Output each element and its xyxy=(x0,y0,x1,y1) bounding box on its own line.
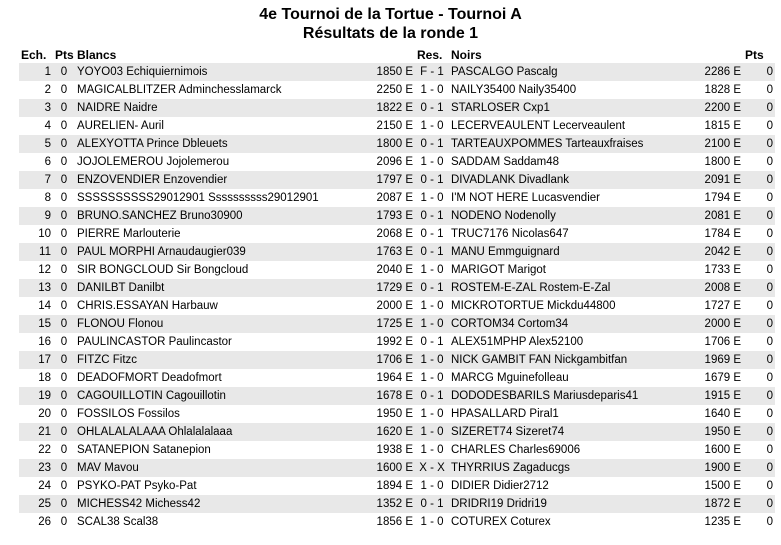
board-number: 20 xyxy=(19,405,53,423)
white-rating: 1763 E xyxy=(369,243,415,261)
header-elo-black xyxy=(691,46,743,63)
white-points: 0 xyxy=(53,63,75,81)
white-rating: 1950 E xyxy=(369,405,415,423)
white-rating: 1894 E xyxy=(369,477,415,495)
result: 0 - 1 xyxy=(415,243,449,261)
white-rating: 2087 E xyxy=(369,189,415,207)
table-row xyxy=(19,189,775,207)
white-rating: 1850 E xyxy=(369,63,415,81)
black-points: 0 xyxy=(743,387,775,405)
result: 0 - 1 xyxy=(415,333,449,351)
header-black: Noirs xyxy=(451,47,482,62)
board-number: 6 xyxy=(19,153,53,171)
black-player: LECERVEAULENT Lecerveaulent xyxy=(449,117,691,135)
white-points: 0 xyxy=(53,225,75,243)
black-rating: 1706 E xyxy=(691,333,743,351)
header-row xyxy=(19,46,775,63)
black-rating: 2000 E xyxy=(691,315,743,333)
black-points: 0 xyxy=(743,369,775,387)
table-row xyxy=(19,459,775,477)
white-points: 0 xyxy=(53,315,75,333)
black-rating: 1872 E xyxy=(691,495,743,513)
black-player: NODENO Nodenolly xyxy=(449,207,691,225)
black-rating: 1640 E xyxy=(691,405,743,423)
table-row xyxy=(19,315,775,333)
table-row xyxy=(19,297,775,315)
white-player: SATANEPION Satanepion xyxy=(75,441,369,459)
black-player: SIZERET74 Sizeret74 xyxy=(449,423,691,441)
black-rating: 2042 E xyxy=(691,243,743,261)
board-number: 15 xyxy=(19,315,53,333)
result: 1 - 0 xyxy=(415,81,449,99)
black-rating: 1235 E xyxy=(691,513,743,531)
white-points: 0 xyxy=(53,189,75,207)
white-points: 0 xyxy=(53,243,75,261)
board-number: 24 xyxy=(19,477,53,495)
white-points: 0 xyxy=(53,297,75,315)
white-player: PAUL MORPHI Arnaudaugier039 xyxy=(75,243,369,261)
black-rating: 2100 E xyxy=(691,135,743,153)
white-player: ENZOVENDIER Enzovendier xyxy=(75,171,369,189)
white-rating: 1992 E xyxy=(369,333,415,351)
table-row xyxy=(19,243,775,261)
black-rating: 1900 E xyxy=(691,459,743,477)
black-player: DRIDRI19 Dridri19 xyxy=(449,495,691,513)
result: 1 - 0 xyxy=(415,297,449,315)
white-points: 0 xyxy=(53,333,75,351)
result: F - 1 xyxy=(415,63,449,81)
black-points: 0 xyxy=(743,243,775,261)
white-points: 0 xyxy=(53,351,75,369)
result: 0 - 1 xyxy=(415,225,449,243)
result: 1 - 0 xyxy=(415,405,449,423)
header-ech: Ech. xyxy=(21,47,47,62)
table-row xyxy=(19,279,775,297)
black-points: 0 xyxy=(743,297,775,315)
page-header xyxy=(0,0,781,43)
black-player: THYRRIUS Zagaducgs xyxy=(449,459,691,477)
table-row xyxy=(19,405,775,423)
white-rating: 1800 E xyxy=(369,135,415,153)
white-points: 0 xyxy=(53,117,75,135)
white-points: 0 xyxy=(53,207,75,225)
white-points: 0 xyxy=(53,423,75,441)
header-res: Res. xyxy=(417,47,443,62)
white-player: PIERRE Marlouterie xyxy=(75,225,369,243)
result: 0 - 1 xyxy=(415,387,449,405)
header-elo-white xyxy=(369,46,415,63)
white-points: 0 xyxy=(53,477,75,495)
black-player: ROSTEM-E-ZAL Rostem-E-Zal xyxy=(449,279,691,297)
white-player: DANILBT Danilbt xyxy=(75,279,369,297)
white-player: AURELIEN- Auril xyxy=(75,117,369,135)
table-row xyxy=(19,333,775,351)
result: 1 - 0 xyxy=(415,189,449,207)
table-row xyxy=(19,477,775,495)
black-player: DIVADLANK Divadlank xyxy=(449,171,691,189)
result: 1 - 0 xyxy=(415,261,449,279)
table-row xyxy=(19,441,775,459)
white-points: 0 xyxy=(53,153,75,171)
table-row xyxy=(19,225,775,243)
black-player: COTUREX Coturex xyxy=(449,513,691,531)
white-player: OHLALALALAAA Ohlalalalaaa xyxy=(75,423,369,441)
white-player: NAIDRE Naidre xyxy=(75,99,369,117)
white-player: PSYKO-PAT Psyko-Pat xyxy=(75,477,369,495)
white-rating: 1793 E xyxy=(369,207,415,225)
black-rating: 1600 E xyxy=(691,441,743,459)
white-rating: 1706 E xyxy=(369,351,415,369)
white-player: YOYO03 Echiquiernimois xyxy=(75,63,369,81)
white-points: 0 xyxy=(53,405,75,423)
black-player: CHARLES Charles69006 xyxy=(449,441,691,459)
result: 0 - 1 xyxy=(415,171,449,189)
table-row xyxy=(19,369,775,387)
black-points: 0 xyxy=(743,81,775,99)
black-points: 0 xyxy=(743,117,775,135)
black-points: 0 xyxy=(743,207,775,225)
white-rating: 1352 E xyxy=(369,495,415,513)
black-points: 0 xyxy=(743,477,775,495)
table-row xyxy=(19,351,775,369)
white-rating: 1856 E xyxy=(369,513,415,531)
black-points: 0 xyxy=(743,513,775,531)
white-rating: 2096 E xyxy=(369,153,415,171)
board-number: 17 xyxy=(19,351,53,369)
table-row xyxy=(19,153,775,171)
white-player: CHRIS.ESSAYAN Harbauw xyxy=(75,297,369,315)
white-rating: 1725 E xyxy=(369,315,415,333)
black-player: HPASALLARD Piral1 xyxy=(449,405,691,423)
white-rating: 2150 E xyxy=(369,117,415,135)
result: 1 - 0 xyxy=(415,117,449,135)
black-rating: 1800 E xyxy=(691,153,743,171)
black-player: MANU Emmguignard xyxy=(449,243,691,261)
white-points: 0 xyxy=(53,81,75,99)
table-row xyxy=(19,207,775,225)
result: 0 - 1 xyxy=(415,207,449,225)
header-pts-white: Pts xyxy=(55,47,74,62)
board-number: 26 xyxy=(19,513,53,531)
page-title: 4e Tournoi de la Tortue - Tournoi A xyxy=(259,6,522,23)
header-pts-black: Pts xyxy=(745,47,764,62)
white-rating: 1600 E xyxy=(369,459,415,477)
results-table xyxy=(19,46,775,531)
black-player: TARTEAUXPOMMES Tarteauxfraises xyxy=(449,135,691,153)
black-points: 0 xyxy=(743,189,775,207)
white-player: DEADOFMORT Deadofmort xyxy=(75,369,369,387)
white-points: 0 xyxy=(53,513,75,531)
white-player: JOJOLEMEROU Jojolemerou xyxy=(75,153,369,171)
table-row xyxy=(19,513,775,531)
white-player: MAV Mavou xyxy=(75,459,369,477)
white-points: 0 xyxy=(53,279,75,297)
result: 0 - 1 xyxy=(415,135,449,153)
board-number: 11 xyxy=(19,243,53,261)
white-rating: 2250 E xyxy=(369,81,415,99)
white-points: 0 xyxy=(53,99,75,117)
black-points: 0 xyxy=(743,441,775,459)
white-player: PAULINCASTOR Paulincastor xyxy=(75,333,369,351)
board-number: 8 xyxy=(19,189,53,207)
table-row xyxy=(19,81,775,99)
black-points: 0 xyxy=(743,225,775,243)
black-player: PASCALGO Pascalg xyxy=(449,63,691,81)
black-rating: 1679 E xyxy=(691,369,743,387)
white-player: MAGICALBLITZER Adminchesslamarck xyxy=(75,81,369,99)
board-number: 7 xyxy=(19,171,53,189)
black-player: DODODESBARILS Mariusdeparis41 xyxy=(449,387,691,405)
board-number: 5 xyxy=(19,135,53,153)
black-points: 0 xyxy=(743,279,775,297)
white-player: SIR BONGCLOUD Sir Bongcloud xyxy=(75,261,369,279)
result: 1 - 0 xyxy=(415,369,449,387)
black-points: 0 xyxy=(743,261,775,279)
white-rating: 1620 E xyxy=(369,423,415,441)
white-rating: 2040 E xyxy=(369,261,415,279)
black-player: CORTOM34 Cortom34 xyxy=(449,315,691,333)
black-rating: 1828 E xyxy=(691,81,743,99)
black-rating: 1950 E xyxy=(691,423,743,441)
white-player: ALEXYOTTA Prince Dbleuets xyxy=(75,135,369,153)
result: 1 - 0 xyxy=(415,441,449,459)
board-number: 25 xyxy=(19,495,53,513)
result: 0 - 1 xyxy=(415,99,449,117)
black-points: 0 xyxy=(743,423,775,441)
white-points: 0 xyxy=(53,387,75,405)
white-points: 0 xyxy=(53,135,75,153)
white-player: CAGOUILLOTIN Cagouillotin xyxy=(75,387,369,405)
black-points: 0 xyxy=(743,495,775,513)
black-rating: 1784 E xyxy=(691,225,743,243)
black-rating: 2286 E xyxy=(691,63,743,81)
result: 1 - 0 xyxy=(415,513,449,531)
board-number: 23 xyxy=(19,459,53,477)
black-player: ALEX51MPHP Alex52100 xyxy=(449,333,691,351)
white-player: BRUNO.SANCHEZ Bruno30900 xyxy=(75,207,369,225)
white-points: 0 xyxy=(53,171,75,189)
white-rating: 1822 E xyxy=(369,99,415,117)
white-rating: 2000 E xyxy=(369,297,415,315)
table-row xyxy=(19,99,775,117)
black-player: MARCG Mguinefolleau xyxy=(449,369,691,387)
white-player: SCAL38 Scal38 xyxy=(75,513,369,531)
black-rating: 2200 E xyxy=(691,99,743,117)
black-points: 0 xyxy=(743,153,775,171)
table-row xyxy=(19,63,775,81)
white-points: 0 xyxy=(53,495,75,513)
white-player: FOSSILOS Fossilos xyxy=(75,405,369,423)
table-row xyxy=(19,387,775,405)
black-points: 0 xyxy=(743,351,775,369)
white-player: SSSSSSSSSS29012901 Ssssssssss29012901 xyxy=(75,189,369,207)
table-row xyxy=(19,135,775,153)
result: 1 - 0 xyxy=(415,351,449,369)
black-player: MARIGOT Marigot xyxy=(449,261,691,279)
board-number: 10 xyxy=(19,225,53,243)
black-points: 0 xyxy=(743,333,775,351)
white-points: 0 xyxy=(53,261,75,279)
black-points: 0 xyxy=(743,315,775,333)
table-row xyxy=(19,171,775,189)
board-number: 12 xyxy=(19,261,53,279)
black-rating: 1969 E xyxy=(691,351,743,369)
table-row xyxy=(19,495,775,513)
white-rating: 1938 E xyxy=(369,441,415,459)
result: 1 - 0 xyxy=(415,315,449,333)
board-number: 21 xyxy=(19,423,53,441)
result: 1 - 0 xyxy=(415,153,449,171)
black-points: 0 xyxy=(743,63,775,81)
white-player: FITZC Fitzc xyxy=(75,351,369,369)
board-number: 22 xyxy=(19,441,53,459)
white-player: FLONOU Flonou xyxy=(75,315,369,333)
board-number: 9 xyxy=(19,207,53,225)
black-player: DIDIER Didier2712 xyxy=(449,477,691,495)
black-player: STARLOSER Cxp1 xyxy=(449,99,691,117)
black-rating: 1727 E xyxy=(691,297,743,315)
board-number: 13 xyxy=(19,279,53,297)
result: 0 - 1 xyxy=(415,495,449,513)
black-player: NICK GAMBIT FAN Nickgambitfan xyxy=(449,351,691,369)
black-points: 0 xyxy=(743,135,775,153)
board-number: 18 xyxy=(19,369,53,387)
white-points: 0 xyxy=(53,369,75,387)
black-points: 0 xyxy=(743,171,775,189)
result: 1 - 0 xyxy=(415,423,449,441)
board-number: 19 xyxy=(19,387,53,405)
black-rating: 1733 E xyxy=(691,261,743,279)
black-points: 0 xyxy=(743,405,775,423)
page-subtitle: Résultats de la ronde 1 xyxy=(302,25,479,42)
table-row xyxy=(19,117,775,135)
white-rating: 1797 E xyxy=(369,171,415,189)
header-white: Blancs xyxy=(77,47,117,62)
board-number: 1 xyxy=(19,63,53,81)
black-player: NAILY35400 Naily35400 xyxy=(449,81,691,99)
white-rating: 2068 E xyxy=(369,225,415,243)
black-player: I'M NOT HERE Lucasvendier xyxy=(449,189,691,207)
board-number: 16 xyxy=(19,333,53,351)
black-player: MICKROTORTUE Mickdu44800 xyxy=(449,297,691,315)
black-rating: 1915 E xyxy=(691,387,743,405)
black-player: SADDAM Saddam48 xyxy=(449,153,691,171)
black-rating: 2091 E xyxy=(691,171,743,189)
board-number: 14 xyxy=(19,297,53,315)
black-player: TRUC7176 Nicolas647 xyxy=(449,225,691,243)
black-rating: 1815 E xyxy=(691,117,743,135)
white-points: 0 xyxy=(53,441,75,459)
board-number: 2 xyxy=(19,81,53,99)
black-points: 0 xyxy=(743,99,775,117)
black-rating: 2081 E xyxy=(691,207,743,225)
table-row xyxy=(19,423,775,441)
black-points: 0 xyxy=(743,459,775,477)
board-number: 3 xyxy=(19,99,53,117)
black-rating: 2008 E xyxy=(691,279,743,297)
black-rating: 1794 E xyxy=(691,189,743,207)
white-player: MICHESS42 Michess42 xyxy=(75,495,369,513)
white-rating: 1964 E xyxy=(369,369,415,387)
black-rating: 1500 E xyxy=(691,477,743,495)
white-rating: 1678 E xyxy=(369,387,415,405)
board-number: 4 xyxy=(19,117,53,135)
white-rating: 1729 E xyxy=(369,279,415,297)
result: 0 - 1 xyxy=(415,279,449,297)
result: 1 - 0 xyxy=(415,477,449,495)
white-points: 0 xyxy=(53,459,75,477)
result: X - X xyxy=(415,459,449,477)
table-row xyxy=(19,261,775,279)
